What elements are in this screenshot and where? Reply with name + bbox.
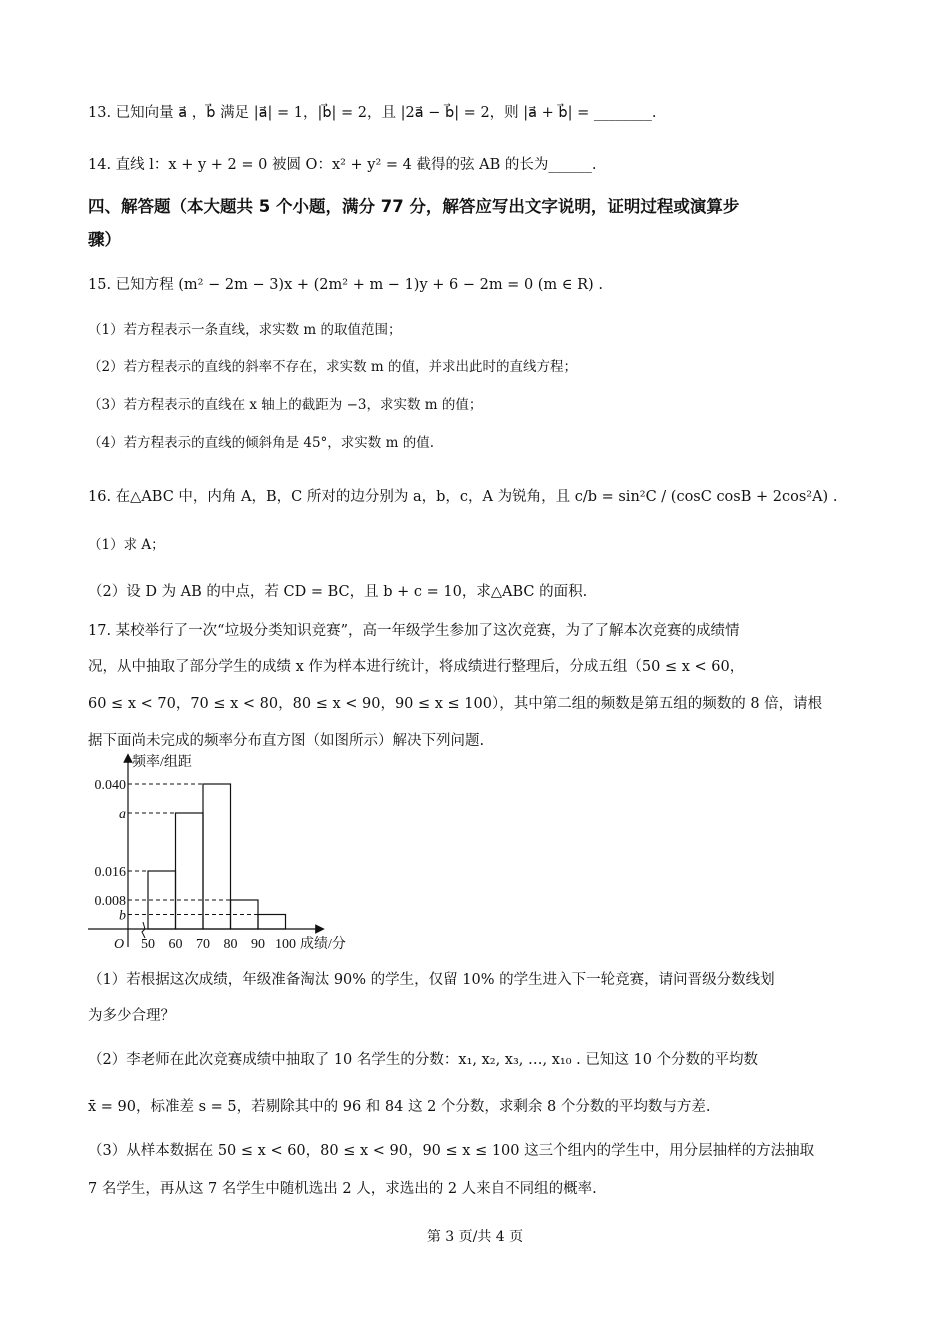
axis-break-icon	[142, 922, 145, 938]
y-tick-label: 0.040	[94, 778, 126, 793]
page-footer: 第 3 页/共 4 页	[426, 1229, 524, 1245]
question-17-part-2-cont: x̄ = 90，标准差 s = 5，若剔除其中的 96 和 84 这 2 个分数，求剩余 8 个分数的平均数与方差.	[88, 1099, 711, 1115]
y-tick-label: a	[119, 807, 126, 822]
question-17-part-3-cont: 7 名学生，再从这 7 名学生中随机选出 2 人，求选出的 2 人来自不同组的概率.	[88, 1181, 597, 1197]
question-13: 13. 已知向量 a⃗ ，b⃗ 满足 |a⃗| = 1，|b⃗| = 2，且 |2a⃗ − b⃗| = 2，则 |a⃗ + b⃗| = ________.	[88, 105, 657, 121]
question-15-part-2: （2）若方程表示的直线的斜率不存在，求实数 m 的值，并求出此时的直线方程；	[88, 359, 577, 375]
question-17-part-3: （3）从样本数据在 50 ≤ x < 60，80 ≤ x < 90，90 ≤ x ≤ 100 这三个组内的学生中，用分层抽样的方法抽取	[88, 1143, 815, 1159]
question-17-line-1: 17. 某校举行了一次“垃圾分类知识竞赛”，高一年级学生参加了这次竞赛，为了了解本次竞赛的成绩情	[88, 623, 740, 639]
question-15-part-1: （1）若方程表示一条直线，求实数 m 的取值范围；	[88, 322, 402, 338]
y-tick-label: 0.008	[94, 894, 126, 909]
x-tick-label: 50	[141, 937, 155, 952]
x-tick-label: 90	[251, 937, 265, 952]
histogram-bar	[176, 813, 204, 929]
frequency-histogram	[88, 752, 368, 952]
section-title: 四、解答题（本大题共 5 个小题，满分 77 分，解答应写出文字说明，证明过程或演算步	[88, 197, 740, 216]
histogram-bar	[258, 915, 286, 930]
question-16-part-1: （1）求 A；	[88, 537, 165, 553]
x-tick-label: 60	[168, 937, 183, 952]
question-16-part-2: （2）设 D 为 AB 的中点，若 CD = BC，且 b + c = 10，求△ABC 的面积.	[88, 584, 588, 600]
question-17-part-1: （1）若根据这次成绩，年级准备淘汰 90% 的学生，仅留 10% 的学生进入下一轮竞赛，请问晋级分数线划	[88, 972, 775, 988]
question-17-line-2: 况，从中抽取了部分学生的成绩 x 作为样本进行统计，将成绩进行整理后，分成五组（50 ≤ x < 60，	[88, 659, 745, 675]
x-tick-label: 100	[275, 937, 296, 952]
question-17-line-4: 据下面尚未完成的频率分布直方图（如图所示）解决下列问题.	[88, 733, 485, 749]
y-tick-label: b	[119, 908, 126, 924]
question-15: 15. 已知方程 (m² − 2m − 3)x + (2m² + m − 1)y + 6 − 2m = 0 (m ∈ R) .	[88, 277, 603, 293]
question-15-part-4: （4）若方程表示的直线的倾斜角是 45°，求实数 m 的值.	[88, 435, 434, 451]
question-17-part-1-cont: 为多少合理？	[88, 1008, 175, 1024]
question-17-line-3: 60 ≤ x < 70，70 ≤ x < 80，80 ≤ x < 90，90 ≤ x ≤ 100），其中第二组的频数是第五组的频数的 8 倍，请根	[88, 696, 823, 712]
question-17-part-2: （2）李老师在此次竞赛成绩中抽取了 10 名学生的分数：x₁, x₂, x₃, …, x₁₀ . 已知这 10 个分数的平均数	[88, 1052, 759, 1068]
y-tick-label: 0.016	[94, 865, 126, 880]
y-axis-label: 频率/组距	[132, 755, 192, 770]
question-15-part-3: （3）若方程表示的直线在 x 轴上的截距为 −3，求实数 m 的值；	[88, 397, 483, 413]
section-title-cont: 骤）	[88, 230, 121, 249]
x-tick-label: 70	[196, 937, 210, 952]
histogram-bar	[203, 784, 231, 929]
question-14: 14. 直线 l：x + y + 2 = 0 被圆 O：x² + y² = 4 截得的弦 AB 的长为______.	[88, 157, 597, 173]
origin-label: O	[114, 937, 125, 952]
x-tick-label: 80	[223, 937, 238, 952]
question-16: 16. 在△ABC 中，内角 A，B，C 所对的边分别为 a，b，c，A 为锐角，且 c/b = sin²C / (cosC cosB + 2cos²A) .	[88, 489, 838, 505]
x-axis-label: 成绩/分	[300, 937, 346, 952]
